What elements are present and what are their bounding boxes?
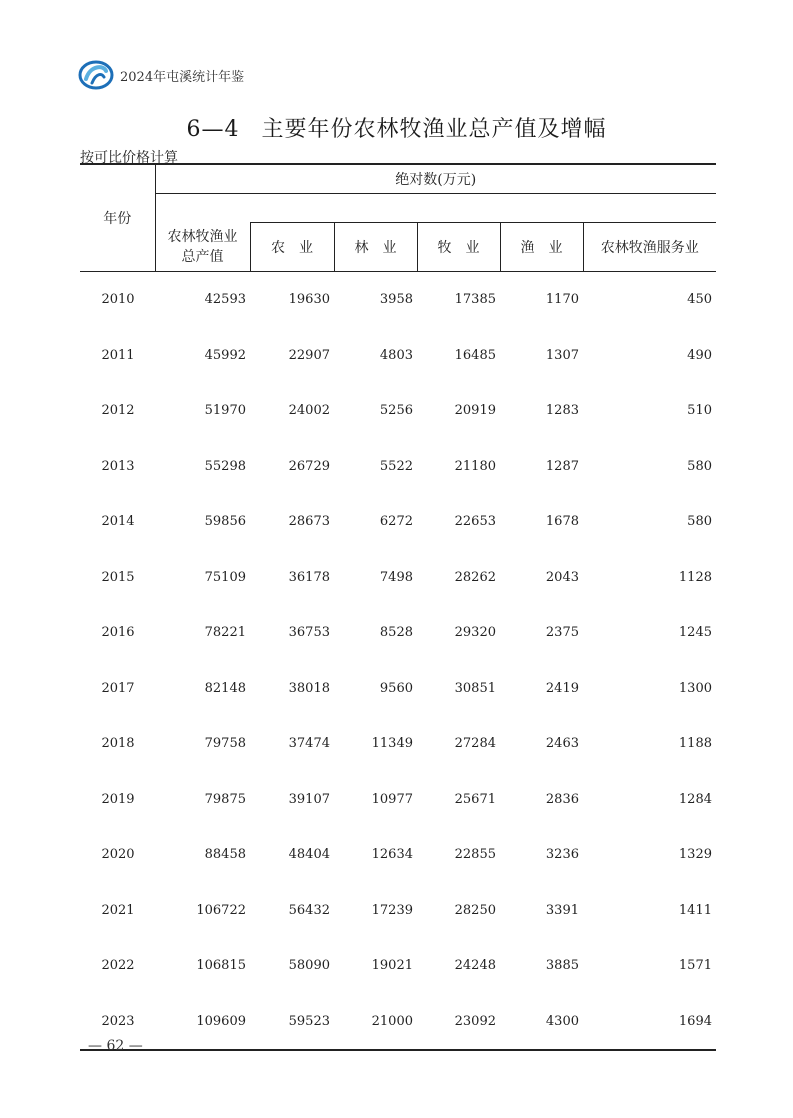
table-row bbox=[80, 383, 716, 439]
value-cell: 2463 bbox=[545, 736, 579, 752]
value-cell: 580 bbox=[687, 458, 712, 474]
year-cell: 2012 bbox=[101, 403, 135, 419]
value-cell: 39107 bbox=[288, 791, 330, 807]
value-cell: 37474 bbox=[288, 736, 330, 752]
value-cell: 1283 bbox=[545, 403, 579, 419]
table-row bbox=[80, 883, 716, 939]
table-row bbox=[80, 605, 716, 661]
value-cell: 22907 bbox=[288, 347, 330, 363]
unit-note: 按可比价格计算 bbox=[80, 150, 178, 166]
yearbook-logo-icon bbox=[78, 59, 114, 91]
value-cell: 28673 bbox=[288, 514, 330, 530]
value-cell: 106815 bbox=[196, 958, 246, 974]
table-row bbox=[80, 772, 716, 828]
value-cell: 88458 bbox=[204, 847, 246, 863]
year-cell: 2016 bbox=[101, 625, 135, 641]
year-cell: 2017 bbox=[101, 680, 135, 696]
value-cell: 1678 bbox=[545, 514, 579, 530]
value-cell: 450 bbox=[687, 292, 712, 308]
value-cell: 29320 bbox=[454, 625, 496, 641]
value-cell: 51970 bbox=[204, 403, 246, 419]
value-cell: 11349 bbox=[371, 736, 413, 752]
table-row bbox=[80, 494, 716, 550]
fishery-header: 渔 业 bbox=[500, 223, 583, 272]
value-cell: 7498 bbox=[379, 569, 413, 585]
value-cell: 45992 bbox=[204, 347, 246, 363]
value-cell: 5256 bbox=[379, 403, 413, 419]
table-row bbox=[80, 550, 716, 606]
animal-husbandry-header: 牧 业 bbox=[417, 223, 500, 272]
year-column-header: 年份 bbox=[80, 164, 155, 272]
value-cell: 3391 bbox=[545, 902, 579, 918]
value-cell: 36178 bbox=[288, 569, 330, 585]
table-title-text: 主要年份农林牧渔业总产值及增幅 bbox=[261, 117, 607, 142]
value-cell: 16485 bbox=[454, 347, 496, 363]
value-cell: 2836 bbox=[545, 791, 579, 807]
value-cell: 79875 bbox=[204, 791, 246, 807]
table-row bbox=[80, 661, 716, 717]
value-cell: 1571 bbox=[678, 958, 712, 974]
value-cell: 3236 bbox=[545, 847, 579, 863]
value-cell: 27284 bbox=[454, 736, 496, 752]
table-row bbox=[80, 716, 716, 772]
value-cell: 106722 bbox=[196, 902, 246, 918]
value-cell: 21000 bbox=[334, 994, 417, 1051]
value-cell: 24248 bbox=[454, 958, 496, 974]
value-cell: 1284 bbox=[678, 791, 712, 807]
table-row bbox=[80, 439, 716, 495]
value-cell: 28250 bbox=[454, 902, 496, 918]
value-cell: 1128 bbox=[678, 569, 712, 585]
table-body bbox=[80, 272, 716, 1051]
value-cell: 510 bbox=[687, 403, 712, 419]
agriculture-header: 农 业 bbox=[250, 223, 334, 272]
year-cell: 2018 bbox=[101, 736, 135, 752]
year-cell: 2015 bbox=[101, 569, 135, 585]
value-cell: 36753 bbox=[288, 625, 330, 641]
value-cell: 78221 bbox=[204, 625, 246, 641]
value-cell: 79758 bbox=[204, 736, 246, 752]
page-number: — 62 — bbox=[88, 1038, 143, 1054]
value-cell: 20919 bbox=[454, 403, 496, 419]
year-cell: 2021 bbox=[101, 902, 135, 918]
page-header bbox=[78, 58, 244, 92]
value-cell: 2419 bbox=[545, 680, 579, 696]
total-output-header: 农林牧渔业 总产值 bbox=[155, 223, 250, 272]
value-cell: 2043 bbox=[545, 569, 579, 585]
value-cell: 1300 bbox=[678, 680, 712, 696]
output-value-table bbox=[80, 163, 716, 1051]
value-cell: 30851 bbox=[454, 680, 496, 696]
value-cell: 19630 bbox=[288, 292, 330, 308]
value-cell: 48404 bbox=[288, 847, 330, 863]
value-cell: 8528 bbox=[379, 625, 413, 641]
value-cell: 109609 bbox=[155, 994, 250, 1051]
value-cell: 3885 bbox=[545, 958, 579, 974]
table-number: 6—4 bbox=[186, 117, 240, 142]
table-row bbox=[80, 827, 716, 883]
value-cell: 9560 bbox=[379, 680, 413, 696]
year-cell: 2022 bbox=[101, 958, 135, 974]
value-cell: 1245 bbox=[678, 625, 712, 641]
value-cell: 19021 bbox=[371, 958, 413, 974]
year-cell: 2019 bbox=[101, 791, 135, 807]
value-cell: 42593 bbox=[204, 292, 246, 308]
header-spacer bbox=[155, 194, 716, 223]
value-cell: 12634 bbox=[371, 847, 413, 863]
value-cell: 6272 bbox=[379, 514, 413, 530]
table-row bbox=[80, 272, 716, 328]
year-cell: 2013 bbox=[101, 458, 135, 474]
value-cell: 55298 bbox=[204, 458, 246, 474]
value-cell: 17385 bbox=[454, 292, 496, 308]
value-cell: 58090 bbox=[288, 958, 330, 974]
services-header: 农林牧渔服务业 bbox=[583, 223, 716, 272]
value-cell: 75109 bbox=[204, 569, 246, 585]
table-row bbox=[80, 994, 716, 1051]
value-cell: 22653 bbox=[454, 514, 496, 530]
value-cell: 24002 bbox=[288, 403, 330, 419]
value-cell: 38018 bbox=[288, 680, 330, 696]
data-table-container bbox=[80, 163, 716, 1051]
value-cell: 1694 bbox=[583, 994, 716, 1051]
absolute-value-group-header: 绝对数(万元) bbox=[155, 164, 716, 194]
value-cell: 10977 bbox=[371, 791, 413, 807]
year-cell: 2011 bbox=[101, 347, 135, 363]
value-cell: 490 bbox=[687, 347, 712, 363]
value-cell: 25671 bbox=[454, 791, 496, 807]
value-cell: 3958 bbox=[379, 292, 413, 308]
value-cell: 1287 bbox=[545, 458, 579, 474]
value-cell: 580 bbox=[687, 514, 712, 530]
year-cell: 2014 bbox=[101, 514, 135, 530]
value-cell: 1411 bbox=[678, 902, 712, 918]
year-cell: 2010 bbox=[101, 292, 135, 308]
value-cell: 2375 bbox=[545, 625, 579, 641]
value-cell: 1188 bbox=[678, 736, 712, 752]
value-cell: 59523 bbox=[250, 994, 334, 1051]
table-row bbox=[80, 938, 716, 994]
value-cell: 56432 bbox=[288, 902, 330, 918]
book-title: 2024年屯溪统计年鉴 bbox=[120, 69, 245, 85]
year-cell: 2020 bbox=[101, 847, 135, 863]
year-cell: 2023 bbox=[80, 994, 155, 1051]
value-cell: 17239 bbox=[371, 902, 413, 918]
table-row bbox=[80, 328, 716, 384]
value-cell: 1329 bbox=[678, 847, 712, 863]
value-cell: 22855 bbox=[454, 847, 496, 863]
value-cell: 4803 bbox=[379, 347, 413, 363]
value-cell: 1307 bbox=[545, 347, 579, 363]
value-cell: 4300 bbox=[500, 994, 583, 1051]
value-cell: 82148 bbox=[204, 680, 246, 696]
value-cell: 5522 bbox=[379, 458, 413, 474]
table-title bbox=[0, 112, 793, 143]
value-cell: 1170 bbox=[545, 292, 579, 308]
value-cell: 21180 bbox=[454, 458, 496, 474]
forestry-header: 林 业 bbox=[334, 223, 417, 272]
value-cell: 28262 bbox=[454, 569, 496, 585]
value-cell: 26729 bbox=[288, 458, 330, 474]
value-cell: 23092 bbox=[417, 994, 500, 1051]
value-cell: 59856 bbox=[204, 514, 246, 530]
